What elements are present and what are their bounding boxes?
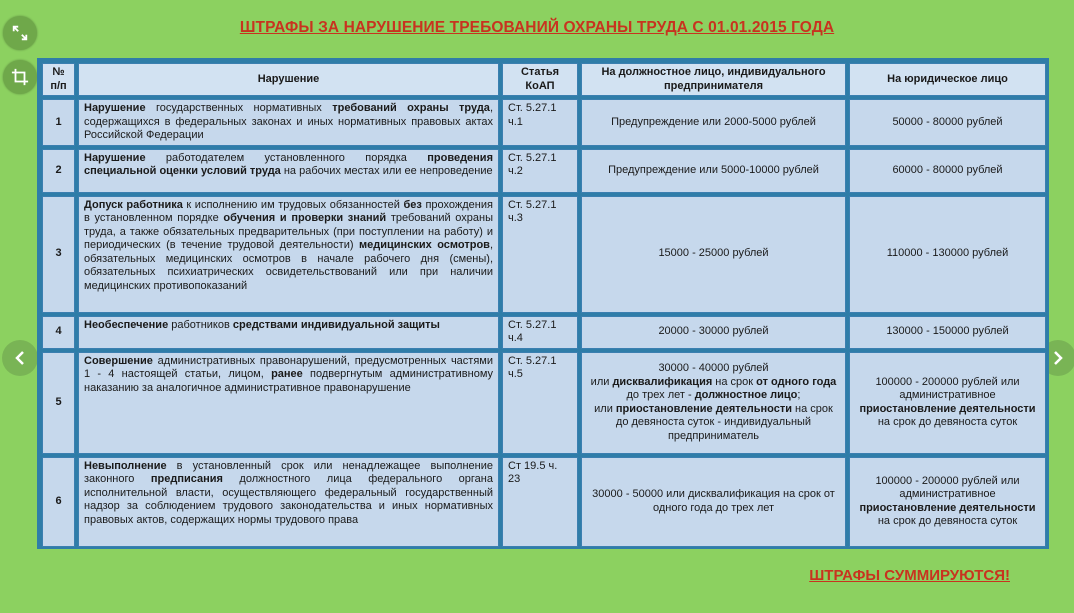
- row-number: 4: [42, 316, 75, 349]
- expand-icon: [11, 24, 29, 42]
- row-violation: Невыполнение в установленный срок или ненадлежащее выполнение законного предписания должностного лица федерального органа исполнительной власти, осуществляющего федеральный государственный надзор за соблюдением трудового законодательства и иных нормативных правовых актов, содержащих нормы трудового права: [78, 457, 499, 547]
- row-legal-fine: 50000 - 80000 рублей: [849, 99, 1046, 146]
- row-violation: Допуск работника к исполнению им трудовых обязанностей без прохождения в установленном порядке обучения и проверки знаний требований охраны труда, а также обязательных предварительных (при поступлении на работу) и периодических (в течение трудовой деятельности) медицинских осмотров, обязательных медицинских осмотров в начале рабочего дня (смены), обязательных психиатрических освидетельствований или при наличии медицинских противопоказаний: [78, 196, 499, 313]
- crop-button[interactable]: [3, 60, 37, 94]
- row-legal-fine: 130000 - 150000 рублей: [849, 316, 1046, 349]
- row-legal-fine: 100000 - 200000 рублей или административное приостановление деятельности на срок до девяноста суток: [849, 457, 1046, 547]
- prev-slide-button[interactable]: [2, 340, 38, 376]
- row-article: Ст. 5.27.1 ч.5: [502, 352, 578, 454]
- row-official-fine: Предупреждение или 5000-10000 рублей: [581, 149, 846, 193]
- table-row: [42, 99, 1046, 146]
- chevron-left-icon: [12, 350, 28, 366]
- row-number: 5: [42, 352, 75, 454]
- chevron-right-icon: [1050, 350, 1066, 366]
- row-official-fine: 20000 - 30000 рублей: [581, 316, 846, 349]
- row-number: 6: [42, 457, 75, 547]
- header-violation: Нарушение: [78, 63, 499, 96]
- row-number: 3: [42, 196, 75, 313]
- header-article: Статья КоАП: [502, 63, 578, 96]
- fines-table-frame: [37, 58, 1049, 549]
- table-row: [42, 352, 1046, 454]
- row-official-fine: 30000 - 40000 рублей или дисквалификация на срок от одного года до трех лет - должностное лицо; или приостановление деятельности на срок до девяноста суток - индивидуальный предприниматель: [581, 352, 846, 454]
- page-title: ШТРАФЫ ЗА НАРУШЕНИЕ ТРЕБОВАНИЙ ОХРАНЫ ТРУДА С 01.01.2015 ГОДА: [239, 19, 835, 36]
- row-official-fine: Предупреждение или 2000-5000 рублей: [581, 99, 846, 146]
- row-violation: Нарушение работодателем установленного порядка проведения специальной оценки условий труда на рабочих местах или ее непроведение: [78, 149, 499, 193]
- header-num: № п/п: [42, 63, 75, 96]
- expand-button[interactable]: [3, 16, 37, 50]
- table-row: [42, 149, 1046, 193]
- crop-icon: [11, 68, 29, 86]
- table-row: [42, 457, 1046, 547]
- row-legal-fine: 110000 - 130000 рублей: [849, 196, 1046, 313]
- fines-sum-note: ШТРАФЫ СУММИРУЮТСЯ!: [809, 567, 1010, 584]
- row-number: 2: [42, 149, 75, 193]
- row-article: Ст. 5.27.1 ч.4: [502, 316, 578, 349]
- row-article: Ст. 5.27.1 ч.3: [502, 196, 578, 313]
- table-row: [42, 196, 1046, 313]
- row-legal-fine: 60000 - 80000 рублей: [849, 149, 1046, 193]
- header-legal: На юридическое лицо: [849, 63, 1046, 96]
- row-official-fine: 15000 - 25000 рублей: [581, 196, 846, 313]
- table-row: [42, 316, 1046, 349]
- row-article: Ст. 5.27.1 ч.1: [502, 99, 578, 146]
- row-article: Ст 19.5 ч. 23: [502, 457, 578, 547]
- row-violation: Необеспечение работников средствами индивидуальной защиты: [78, 316, 499, 349]
- table-header-row: [42, 63, 1046, 96]
- row-number: 1: [42, 99, 75, 146]
- row-legal-fine: 100000 - 200000 рублей или административное приостановление деятельности на срок до девяноста суток: [849, 352, 1046, 454]
- row-violation: Совершение административных правонарушений, предусмотренных частями 1 - 4 настоящей статьи, лицом, ранее подвергнутым административному наказанию за аналогичное административное правонарушение: [78, 352, 499, 454]
- row-official-fine: 30000 - 50000 или дисквалификация на срок от одного года до трех лет: [581, 457, 846, 547]
- row-violation: Нарушение государственных нормативных требований охраны труда, содержащихся в федеральных законах и иных нормативных правовых актах Российской Федерации: [78, 99, 499, 146]
- header-official: На должностное лицо, индивидуального предпринимателя: [581, 63, 846, 96]
- fines-table: [39, 60, 1049, 550]
- row-article: Ст. 5.27.1 ч.2: [502, 149, 578, 193]
